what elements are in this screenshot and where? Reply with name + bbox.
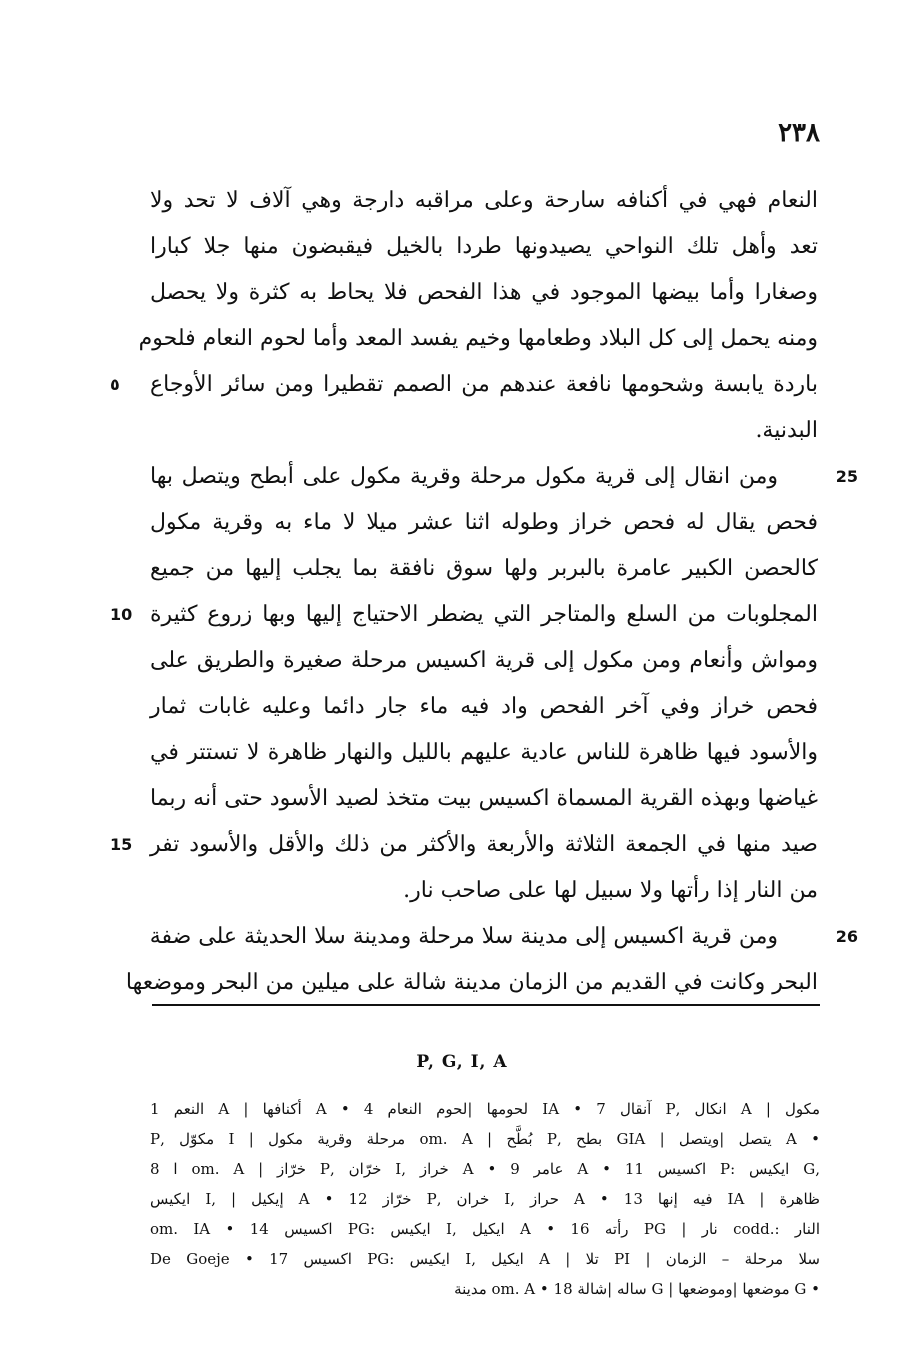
text-line: ومواش وأنعام ومن مكول إلى قرية اكسيس مرحلة صغيرة والطريق على xyxy=(150,648,818,673)
text-line: فحص خراز وفي آخر الفحص واد فيه ماء جار دائما وعليه غابات ثمار xyxy=(150,694,818,719)
critical-apparatus xyxy=(150,1094,820,1304)
apparatus-line: ظاهرة | IA فيه إنها 13 • A حراز ,I خران ,P خرّاز 12 • A إيكيل | ,I ايكيس xyxy=(150,1190,820,1208)
apparatus-line: النار :.codd نار | PG رأته 16 • A ايكيل ,I ايكيس :PG اكسيس 14 • om. IA xyxy=(150,1220,820,1238)
paragraph xyxy=(125,914,858,1006)
line-number: 10 xyxy=(110,605,133,624)
apparatus-line: مكول | A انكال ,P آنقال 7 • IA لحومها |لحوم النعام 4 • A أكنافها | A النعم 1 xyxy=(150,1100,821,1118)
paragraph xyxy=(110,454,858,914)
apparatus-line: ,G ايكيس :P اكسيس 11 • A عامر 9 • A خراز ,I خرّان ,P خرّاز | om. A ا 8 xyxy=(150,1160,820,1178)
text-line: تعد وأهل تلك النواحي يصيدونها طردا بالخيل فيقبضون منها جلا كبارا xyxy=(150,234,818,259)
section-number: 26 xyxy=(835,927,858,946)
text-line: غياضها وبهذه القرية المسماة اكسيس بيت متخذ لصيد الأسود حتى أنه ربما xyxy=(150,786,818,811)
line-number: 15 xyxy=(110,835,133,854)
text-line: المجلوبات من السلع والمتاجر التي يضطر الاحتياج إليها وبها زروع كثيرة 10 xyxy=(150,592,818,638)
apparatus-line: • G موضعها |وموضعها | G ساله |شالة 18 • om. A مدينة xyxy=(454,1280,820,1298)
paragraph xyxy=(110,178,818,454)
page-number: ٢٣٨ xyxy=(778,118,820,148)
text-line: ومنه يحمل إلى كل البلاد وطعامها وخيم يفسد المعد وأما لحوم النعام فلحوم xyxy=(138,326,818,351)
text-line: باردة يابسة وشحومها نافعة عندهم من الصمم تقطيرا ومن سائر الأوجاع ٥ xyxy=(150,362,818,408)
manuscript-sigla: P, G, I, A xyxy=(416,1052,508,1072)
apparatus-line: • A يتصل |ويتصل | GIA بطح ,P بُطَّح | om. A مرحلة وقرية مكول | I مكوّل ,P xyxy=(150,1130,821,1148)
text-line: وصغارا وأما بيضها الموجود في هذا الفحص فلا يحاط به كثرة ولا يحصل xyxy=(150,280,818,305)
section-number: 25 xyxy=(835,467,858,486)
text-line: كالحصن الكبير عامرة بالبربر ولها سوق نافقة بما يجلب إليها من جميع xyxy=(150,556,818,581)
text-line: ومن انقال إلى قرية مكول مرحلة وقرية مكول على أبطح ويتصل بها 25 xyxy=(150,454,818,500)
line-number: ٥ xyxy=(110,375,120,394)
footnote-divider xyxy=(152,1004,820,1006)
text-line: صيد منها في الجمعة الثلاثة والأربعة والأكثر من ذلك والأقل والأسود تفر 15 xyxy=(150,822,818,868)
text-line: من النار إذا رأتها ولا سبيل لها على صاحب نار. xyxy=(403,878,818,903)
text-line: النعام فهي في أكنافه سارحة وعلى مراقبه دارجة وهي آلاف لا تحد ولا xyxy=(150,188,818,213)
text-line: والأسود فيها ظاهرة للناس عادية عليهم بالليل والنهار ظاهرة لا تستتر في xyxy=(150,740,818,765)
text-line: فحص يقال له فحص خراز وطوله اثنا عشر ميلا لا ماء به وقرية مكول xyxy=(150,510,818,535)
text-line: البحر وكانت في القديم من الزمان مدينة شالة على ميلين من البحر وموضعها xyxy=(125,970,818,995)
text-line: البدنية. xyxy=(755,418,818,443)
text-line: ومن قرية اكسيس إلى مدينة سلا مرحلة ومدينة سلا الحديثة على ضفة 26 xyxy=(150,914,818,960)
main-text xyxy=(110,178,858,1006)
apparatus-line: سلا مرحلة – الزمان | PI تلا | A ايكيل ,I ايكيس :PG اكسيس 17 • De Goeje xyxy=(150,1250,821,1268)
